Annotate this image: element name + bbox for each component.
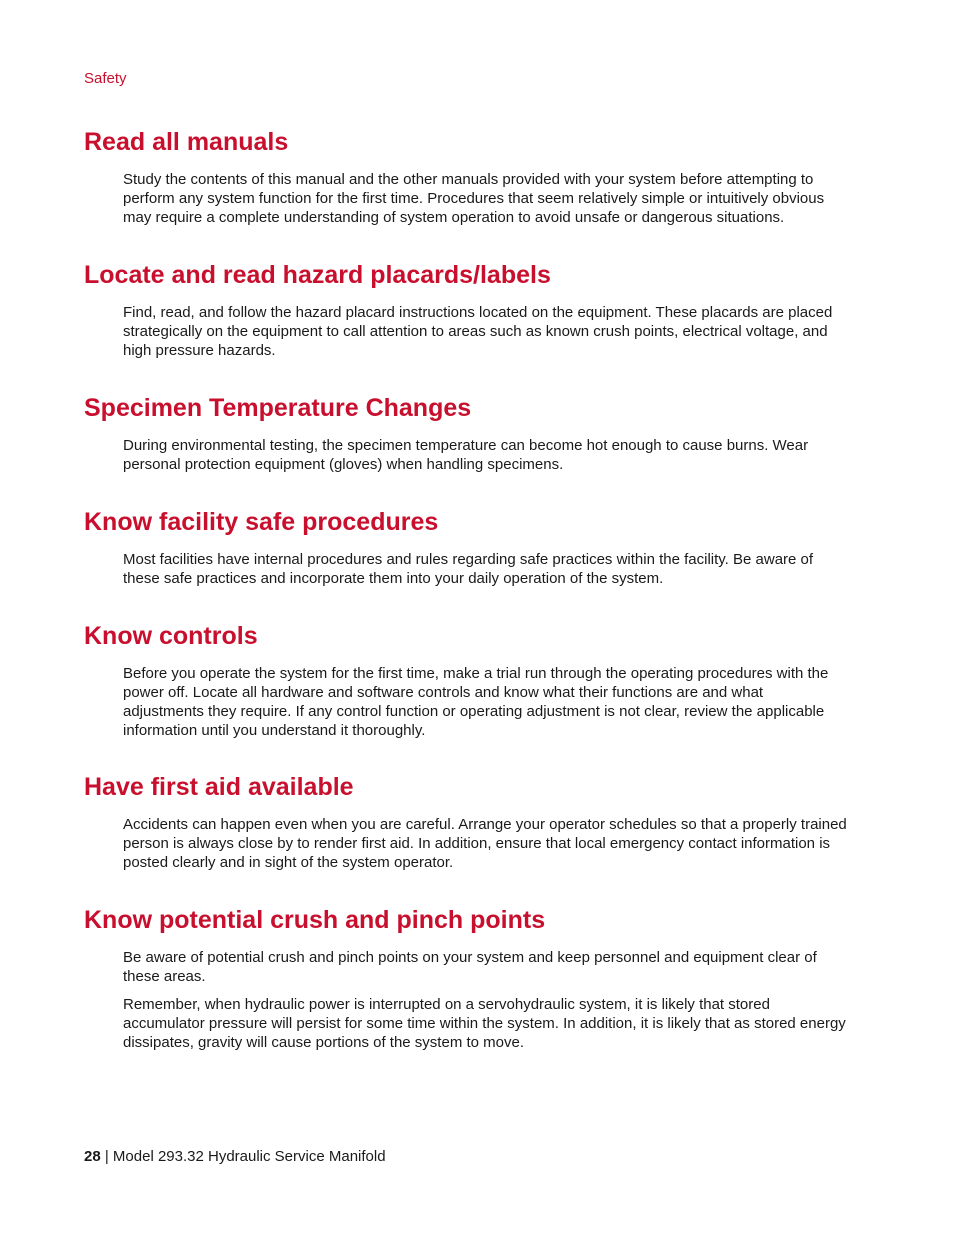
section-heading: Have first aid available	[84, 773, 354, 801]
footer-separator: |	[100, 1148, 113, 1165]
section-heading: Read all manuals	[84, 128, 289, 156]
section-paragraph: Accidents can happen even when you are careful. Arrange your operator schedules so that a properly trained person is always close by to render first aid. In addition, ensure that local emergency contact information is posted clearly and in sight of the system operator.	[123, 816, 847, 871]
section-heading: Specimen Temperature Changes	[84, 394, 472, 422]
section-facility-procedures	[84, 507, 874, 597]
section-heading: Know controls	[84, 622, 258, 650]
section-read-all-manuals	[84, 127, 874, 236]
section-heading: Know facility safe procedures	[84, 508, 439, 536]
section-know-controls	[84, 621, 874, 749]
section-paragraph: During environmental testing, the specimen temperature can become hot enough to cause burns. Wear personal protection equipment (gloves) when handling specimens.	[123, 437, 809, 473]
section-heading: Locate and read hazard placards/labels	[84, 261, 551, 289]
section-paragraph: Find, read, and follow the hazard placard instructions located on the equipment. These placards are placed strategically on the equipment to call attention to areas such as known crush points, electrical voltage, and high pressure hazards.	[123, 304, 833, 359]
section-first-aid	[84, 772, 874, 881]
section-crush-pinch-points	[84, 905, 874, 1061]
section-hazard-placards	[84, 260, 874, 369]
section-paragraph: Most facilities have internal procedures and rules regarding safe practices within the facility. Be aware of these safe practices and incorporate them into your daily operation of the system.	[123, 551, 814, 587]
section-heading: Know potential crush and pinch points	[84, 906, 546, 934]
running-head: Safety	[84, 70, 127, 87]
section-paragraph: Study the contents of this manual and the other manuals provided with your system before attempting to perform any system function for the first time. Procedures that seem relatively simple or intuitively obvious may require a complete understanding of system operation to avoid unsafe or dangerous situations.	[123, 171, 825, 226]
section-paragraph: Remember, when hydraulic power is interrupted on a servohydraulic system, it is likely that stored accumulator pressure will persist for some time within the system. In addition, it is likely that as stored energy dissipates, gravity will cause portions of the system to move.	[123, 996, 846, 1051]
document-title: Model 293.32 Hydraulic Service Manifold	[112, 1148, 386, 1165]
section-paragraph: Be aware of potential crush and pinch points on your system and keep personnel and equipment clear of these areas.	[123, 949, 817, 985]
page-number: 28	[84, 1148, 101, 1165]
section-paragraph: Before you operate the system for the first time, make a trial run through the operating procedures with the power off. Locate all hardware and software controls and know what their functions are and what adjustments they require. If any control function or operating adjustment is not clear, review the applicable information until you understand it thoroughly.	[123, 665, 829, 739]
section-specimen-temperature	[84, 393, 874, 483]
page-footer	[84, 1148, 386, 1165]
